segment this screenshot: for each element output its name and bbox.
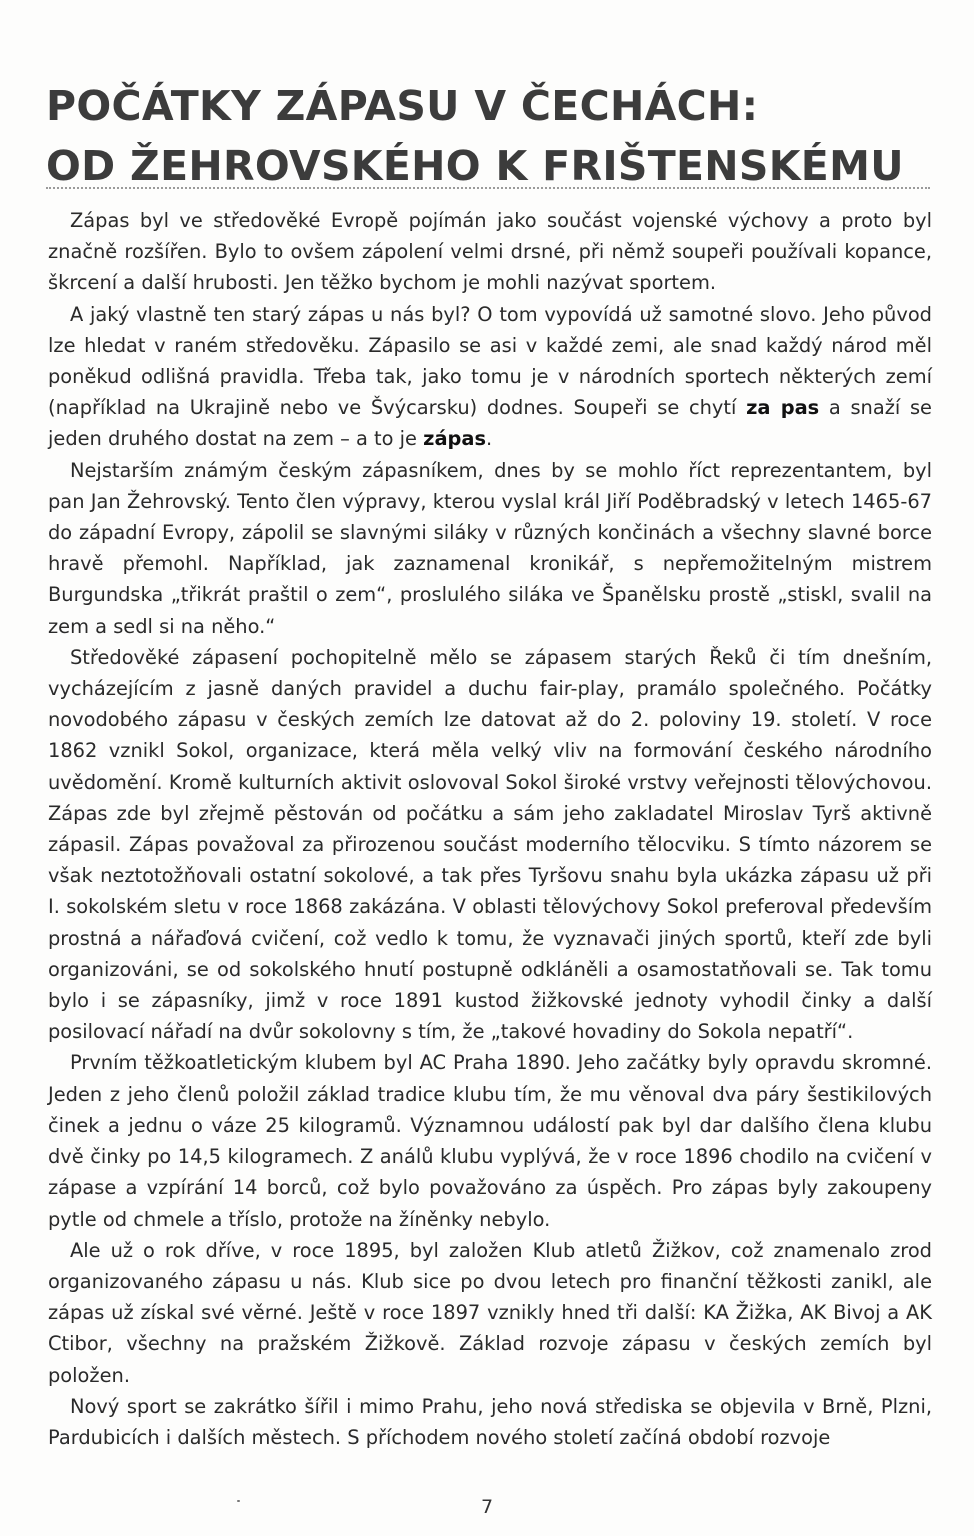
bold-term-zapas: zápas <box>423 427 487 451</box>
paragraph-7: Nový sport se zakrátko šířil i mimo Prahu, jeho nová střediska se objevila v Brně, Plzni, Pardubicích i dalších městech. S příchodem nového století začíná období rozvoje <box>48 1394 932 1449</box>
paragraph-4: Středověké zápasení pochopitelně mělo se zápasem starých Řeků či tím dnešním, vycházejícím z jasně daných pravidel a duchu fair-play, pramálo společného. Počátky novodobého zápasu v českých zemích lze datovat až do 2. poloviny 19. století. V roce 1862 vznikl Sokol, organizace, která měla velký vliv na formování českého národního uvědomění. Kromě kulturních aktivit oslovoval Sokol široké vrstvy veřejnosti tělovýchovou. Zápas zde byl zřejmě pěstován od počátku a sám jeho zakladatel Miroslav Tyrš aktivně zápasil. Zápas považoval za přirozenou součást moderního tělocviku. S tímto názorem se však neztotožňovali ostatní sokolové, a tak přes Tyršovu snahu byla ukázka zápasu už při I. sokolském sletu v roce 1868 zakázána. V oblasti tělovýchovy Sokol preferoval především prostná a nářaďová cvičení, což vedlo k tomu, že vyznavači jiných sportů, kteří zde byli organizováni, se od sokolského hnutí postupně odkláněli a osamostatňovali se. Tak tomu bylo i se zápasníky, jimž v roce 1891 kustod žižkovské jednoty vyhodil činky a další posilovací nářadí na dvůr sokolovny s tím, že „takové hovadiny do Sokola nepatří“. <box>48 645 932 1044</box>
bold-term-za-pas: za pas <box>746 396 820 420</box>
page-number: 7 <box>480 1496 494 1518</box>
title-divider <box>46 187 930 189</box>
paragraph-6: Ale už o rok dříve, v roce 1895, byl založen Klub atletů Žižkov, což znamenalo zrod organizovaného zápasu u nás. Klub sice po dvou letech pro finanční těžkosti zanikl, ale zápas už získal své věrné. Ještě v roce 1897 vznikly hned tři další: KA Žižka, AK Bivoj a AK Ctibor, všechny na pražském Žižkově. Základ rozvoje zápasu v českých zemích byl položen. <box>48 1238 932 1387</box>
chapter-title-line-1: POČÁTKY ZÁPASU V ČECHÁCH: <box>46 82 759 130</box>
paragraph-2-text-c: . <box>486 427 493 451</box>
paragraph-2 <box>48 299 932 455</box>
chapter-title-line-2: OD ŽEHROVSKÉHO K FRIŠTENSKÉMU <box>46 142 904 190</box>
chapter-title <box>46 76 946 196</box>
paragraph-5: Prvním těžkoatletickým klubem byl AC Praha 1890. Jeho začátky byly opravdu skromné. Jeden z jeho členů položil základ tradice klubu tím, že mu věnoval dva páry šestikilových činek a jednu o váze 25 kilogramů. Významnou událostí pak byl dar dalšího člena klubu dvě činky po 14,5 kilogramech. Z análů klubu vyplývá, že v roce 1896 chodilo na cvičení v zápase a vzpírání 14 borců, což bylo považováno za úspěch. Pro zápas byly zakoupeny pytle od chmele a tříslo, protože na žíněnky nebylo. <box>48 1051 932 1231</box>
paragraph-1: Zápas byl ve středověké Evropě pojímán jako součást vojenské výchovy a proto byl značně rozšířen. Bylo to ovšem zápolení velmi drsné, při němž soupeři používali kopance, škrcení a další hrubosti. Jen těžko bychom je mohli nazývat sportem. <box>48 209 932 295</box>
article-body <box>48 205 932 1453</box>
paragraph-3: Nejstarším známým českým zápasníkem, dnes by se mohlo říct reprezentantem, byl pan Jan Žehrovský. Tento člen výpravy, kterou vyslal král Jiří Poděbradský v letech 1465-67 do západní Evropy, zápolil se slavnými siláky v různých končinách a všechny slavné borce hravě přemohl. Například, jak zaznamenal kronikář, s nepřemožitelným mistrem Burgundska „třikrát praštil o zem“, proslulého siláka ve Španělsku prostě „stiskl, svalil na zem a sedl si na něho.“ <box>48 458 932 638</box>
paragraph-2-text-b: a snaží se jeden druhého dostat na zem – a to je <box>48 396 932 451</box>
paragraph-2-text-a: A jaký vlastně ten starý zápas u nás byl? O tom vypovídá už samotné slovo. Jeho původ lze hledat v raném středověku. Zápasilo se asi v každé zemi, ale snad každý národ měl poněkud odlišná pravidla. Třeba tak, jako tomu je v národních sportech některých zemí (například na Ukrajině nebo ve Švýcarsku) dodnes. Soupeři se chytí <box>48 302 932 420</box>
